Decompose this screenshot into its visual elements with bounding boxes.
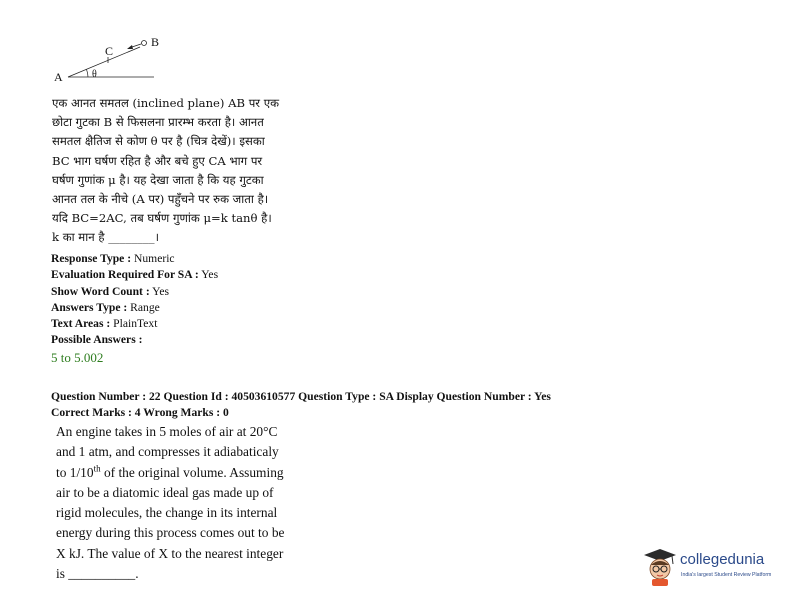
hindi-line: समतल क्षैतिज से कोण θ पर है (चित्र देखें)। इसका [52, 134, 265, 149]
arrow-head [127, 45, 133, 49]
inclined-plane-diagram [48, 30, 168, 86]
hindi-line: एक आनत समतल (inclined plane) AB पर एक [52, 96, 280, 110]
meta-value: PlainText [113, 317, 158, 331]
meta-label: Response Type : [51, 252, 132, 265]
question-line: rigid molecules, the change in its internal [56, 505, 278, 521]
possible-answer-value: 5 to 5.002 [51, 350, 104, 365]
watermark-name: collegedunia [680, 551, 765, 568]
question-fraction: to 1/10 [56, 464, 94, 480]
mascot-icon [642, 547, 678, 587]
meta-value: Range [130, 300, 160, 314]
label-a: A [54, 70, 63, 84]
question-line: X kJ. The value of X to the nearest integer [56, 545, 284, 561]
meta-value: Yes [152, 284, 170, 298]
question-line: An engine takes in 5 moles of air at 20°C [56, 424, 278, 439]
meta-value: Numeric [134, 252, 175, 265]
meta-label: Answers Type : [51, 300, 128, 314]
meta-label: Text Areas : [51, 317, 111, 331]
meta-text-areas [51, 316, 218, 332]
label-c: C [105, 44, 114, 58]
question-line: air to be a diatomic ideal gas made up of [56, 484, 274, 500]
meta-response-type [51, 251, 218, 267]
label-theta: θ [92, 69, 97, 80]
hindi-line: यदि BC=2AC, तब घर्षण गुणांक μ=k tanθ है। [52, 211, 272, 226]
superscript-th: th [93, 463, 101, 474]
hindi-line: BC भाग घर्षण रहित है और बचे हुए CA भाग पर [52, 153, 263, 168]
hindi-line: छोटा गुटका B से फिसलना प्रारम्भ करता है। आनत [52, 115, 264, 130]
meta-possible-answers [51, 332, 218, 348]
meta-value: Yes [201, 268, 219, 282]
collegedunia-watermark [642, 545, 782, 589]
hindi-line: घर्षण गुणांक μ है। यह देखा जाता है कि यह गुटका [52, 172, 264, 187]
question-22-header [51, 389, 551, 422]
inclined-plane-svg [48, 30, 168, 86]
question-22-info: Question Number : 22 Question Id : 40503610577 Question Type : SA Display Question Number : Yes [51, 390, 551, 403]
question-line-rest: of the original volume. Assuming [100, 464, 284, 480]
meta-answers-type [51, 300, 218, 316]
meta-label: Show Word Count : [51, 284, 150, 298]
meta-label: Evaluation Required For SA : [51, 268, 199, 282]
incline-line [68, 47, 140, 77]
question-line [56, 463, 306, 483]
hindi-line: आनत तल के नीचे (A पर) पहुँचने पर रुक जाता है। [52, 192, 269, 207]
meta-evaluation-required [51, 267, 218, 283]
block-b [142, 41, 147, 46]
question-line: and 1 atm, and compresses it adiabaticaly [56, 444, 279, 460]
meta-show-word-count [51, 284, 218, 300]
hindi-line: k का मान है ________। [52, 230, 159, 245]
english-question-text [56, 422, 306, 584]
label-b: B [151, 35, 160, 49]
hindi-question-text [52, 94, 302, 248]
angle-arc [87, 70, 89, 78]
question-line: is __________. [56, 566, 139, 582]
question-line: energy during this process comes out to be [56, 525, 285, 541]
meta-label: Possible Answers : [51, 333, 143, 347]
watermark-tagline: India's largest Student Review Platform [681, 572, 772, 578]
question-22-marks: Correct Marks : 4 Wrong Marks : 0 [51, 406, 229, 420]
question-meta [51, 251, 218, 349]
